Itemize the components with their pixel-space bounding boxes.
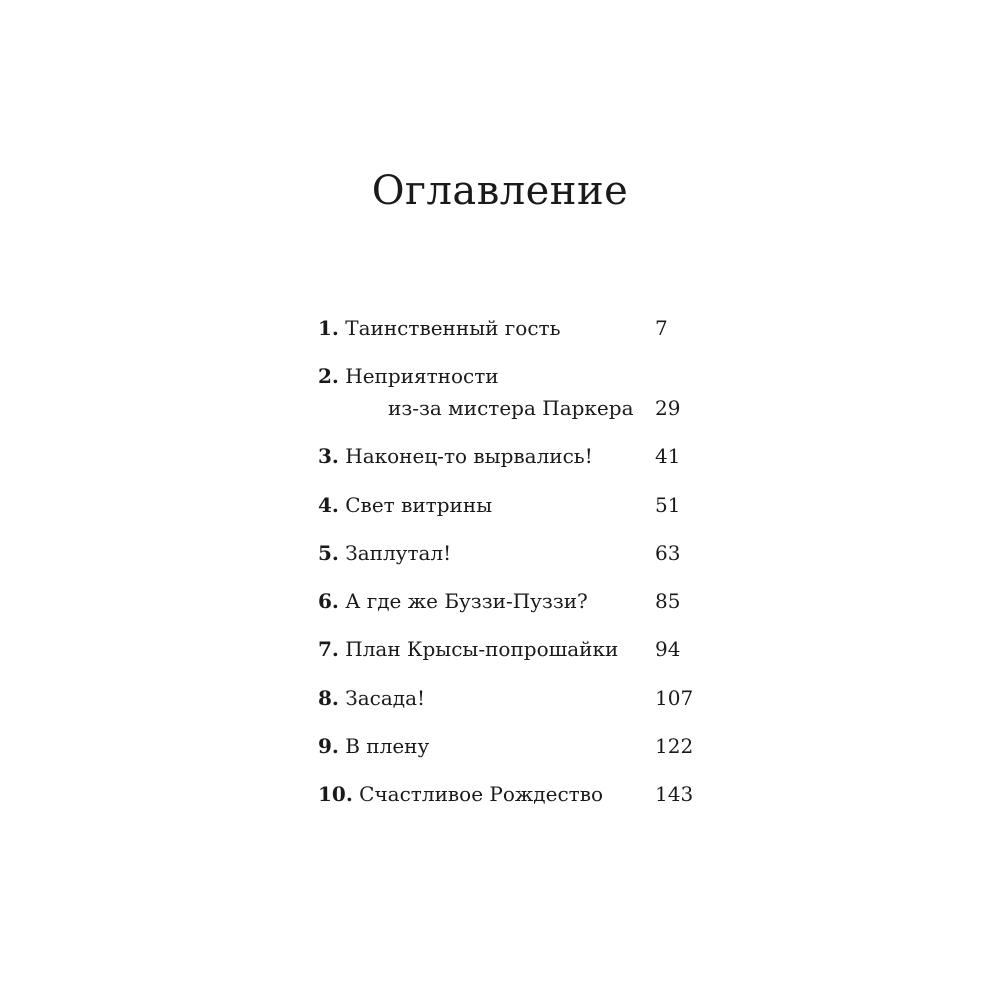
toc-entry-title: Свет витрины <box>345 492 493 517</box>
toc-entry-title-line <box>318 541 451 565</box>
toc-entry <box>318 438 718 486</box>
toc-entry-title-line <box>318 686 425 710</box>
page-title: Оглавление <box>371 168 629 214</box>
toc-entry-title: Таинственный гость <box>345 316 561 340</box>
toc-entry-title-line <box>318 734 429 758</box>
toc-entry <box>318 680 718 728</box>
toc-entry <box>318 535 718 583</box>
toc-entry-title: Засада! <box>345 685 426 710</box>
toc-entry-page: 29 <box>655 396 681 421</box>
toc-entry-page: 122 <box>655 734 694 759</box>
toc-entry-title: Наконец-то вырвались! <box>345 444 593 469</box>
toc-entry-number: 10. <box>318 782 353 807</box>
toc-entry <box>318 358 718 438</box>
toc-entry-number: 4. <box>318 492 339 517</box>
toc-entry-number: 9. <box>318 734 339 759</box>
toc-entry-title-line <box>318 637 618 661</box>
toc-entry-title-continuation: из-за мистера Паркера <box>388 396 634 421</box>
toc-entry-title: План Крысы-попрошайки <box>345 637 619 662</box>
toc-entry-title: А где же Буззи-Пуззи? <box>345 589 588 614</box>
toc-entry-title-line <box>318 444 593 468</box>
toc-entry-number: 5. <box>318 540 339 565</box>
toc-entry-number: 3. <box>318 444 339 469</box>
toc-entry-number: 2. <box>318 364 339 389</box>
toc-entry <box>318 631 718 679</box>
table-of-contents <box>318 310 718 825</box>
toc-entry <box>318 310 718 358</box>
toc-entry-title-line <box>318 589 588 613</box>
toc-entry-title-line <box>318 316 560 340</box>
toc-entry-number: 8. <box>318 685 339 710</box>
toc-entry <box>318 487 718 535</box>
toc-entry-page: 94 <box>655 637 681 662</box>
toc-entry-title-line <box>318 493 492 517</box>
toc-entry-page: 41 <box>655 444 681 469</box>
toc-entry-title: В плену <box>345 734 430 759</box>
toc-entry-number: 7. <box>318 637 339 662</box>
toc-entry <box>318 728 718 776</box>
toc-entry-page: 85 <box>655 589 681 614</box>
toc-entry-page: 143 <box>655 782 694 807</box>
toc-entry-page: 107 <box>655 685 694 710</box>
toc-entry-title: Счастливое Рождество <box>359 782 604 807</box>
toc-entry-title: Неприятности <box>345 364 499 389</box>
toc-entry-number: 1. <box>318 316 339 340</box>
toc-entry-page: 51 <box>655 492 681 517</box>
toc-entry-title-line <box>318 782 603 806</box>
toc-entry-title-line <box>318 364 499 388</box>
toc-entry-page: 7 <box>655 316 668 340</box>
toc-entry-title: Заплутал! <box>345 540 452 565</box>
toc-entry <box>318 583 718 631</box>
toc-entry <box>318 776 718 824</box>
toc-entry-number: 6. <box>318 589 339 614</box>
toc-entry-page: 63 <box>655 540 681 565</box>
